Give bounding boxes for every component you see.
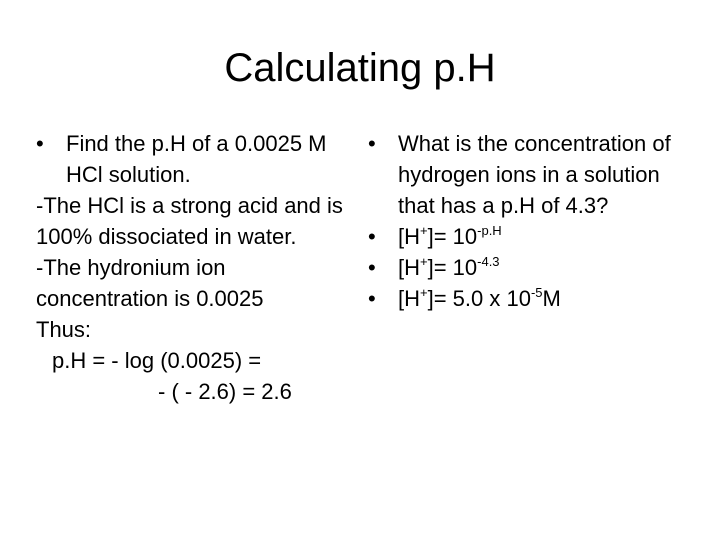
superscript: + bbox=[420, 223, 428, 238]
formula-text: $[H^+]= 10^{-4.3}$ bbox=[398, 254, 500, 280]
text-line: -The HCl is a strong acid and is 100% dissociated in water. bbox=[36, 193, 343, 249]
text-line: Thus: bbox=[36, 317, 92, 342]
superscript: -4.3 bbox=[477, 254, 500, 269]
bullet-marker: • bbox=[368, 224, 376, 249]
superscript: + bbox=[420, 285, 428, 300]
question-text: Find the p.H of a 0.0025 M HCl solution. bbox=[66, 131, 327, 187]
superscript: -5 bbox=[530, 285, 543, 300]
superscript: -p.H bbox=[477, 223, 502, 238]
bullet-item bbox=[368, 252, 698, 283]
slide-title: Calculating p.H bbox=[224, 46, 496, 90]
bullet-marker: • bbox=[36, 131, 44, 156]
bullet-marker: • bbox=[368, 255, 376, 280]
right-column bbox=[368, 128, 698, 314]
bullet-marker: • bbox=[368, 131, 376, 156]
bullet-item bbox=[368, 221, 698, 252]
formula-text: $[H^+]= 10^{-p.H}$ bbox=[398, 223, 502, 249]
bullet-marker: • bbox=[368, 286, 376, 311]
text-line: -The hydronium ion concentration is 0.0025 bbox=[36, 255, 264, 311]
formula-text: [H+]= 5.0 x $10^{-5}M$ bbox=[398, 285, 561, 311]
equation-line: - ( - 2.6) = 2.6 bbox=[158, 379, 292, 404]
bullet-item bbox=[368, 128, 698, 221]
left-column bbox=[36, 128, 352, 407]
equation-line: p.H = - log (0.0025) = bbox=[52, 348, 262, 373]
question-text: What is the concentration of hydrogen ions in a solution that has a p.H of 4.3? bbox=[398, 131, 671, 218]
bullet-item bbox=[368, 283, 698, 314]
superscript: + bbox=[420, 254, 428, 269]
bullet-item bbox=[36, 128, 352, 190]
